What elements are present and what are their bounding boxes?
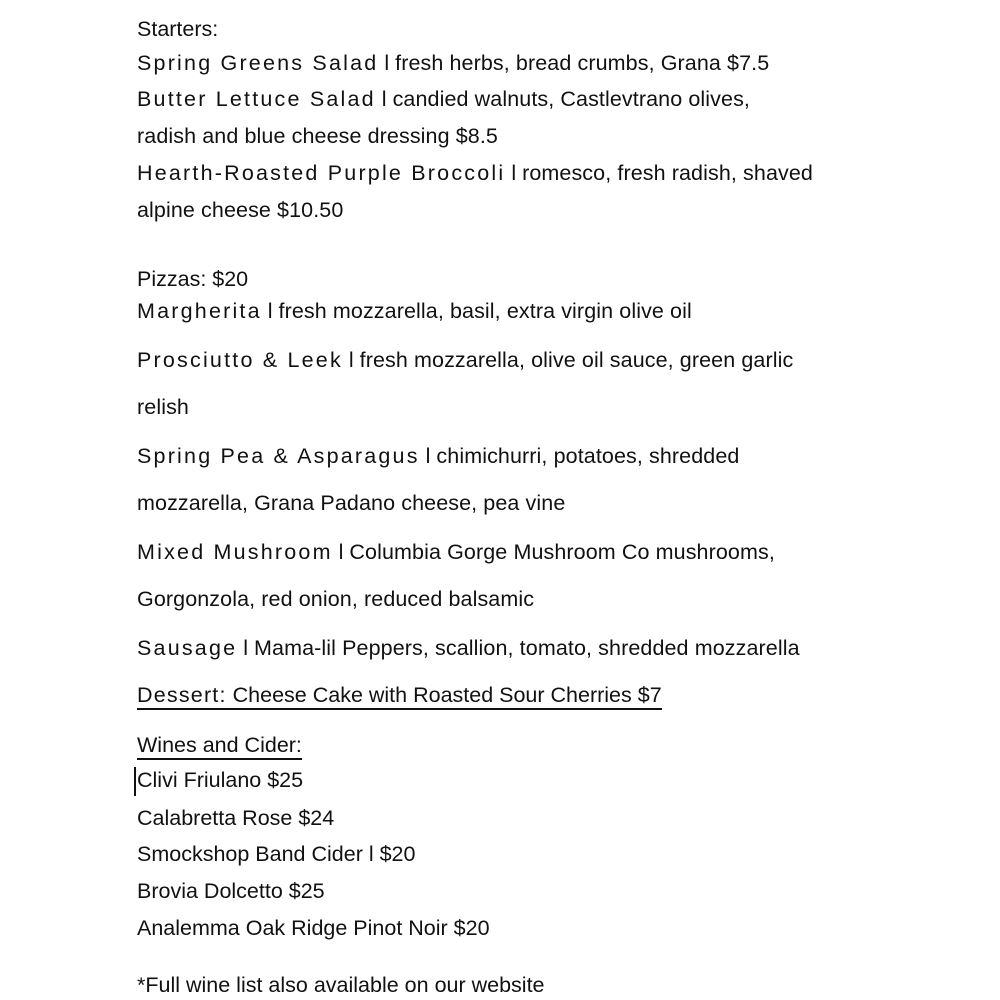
starters-heading: Starters: [137, 17, 219, 41]
wine-item-2: Calabretta Rose $24 [137, 806, 335, 830]
wine-item-1: Clivi Friulano $25 [137, 768, 304, 792]
item-name: Hearth-Roasted Purple Broccoli [137, 161, 506, 185]
item-description: romesco, fresh radish, shaved [522, 161, 813, 185]
wine-item-4: Brovia Dolcetto $25 [137, 879, 325, 903]
item-description-cont: Gorgonzola, red onion, reduced balsamic [137, 587, 535, 611]
pizza-item-3 [137, 443, 739, 469]
dessert-text: Cheese Cake with Roasted Sour Cherries $7 [226, 683, 662, 707]
starter-item-2 [137, 86, 750, 112]
text-cursor [134, 767, 136, 796]
pizza-item-2-cont [137, 394, 189, 420]
pizza-item-4-cont [137, 586, 534, 612]
item-description-cont: mozzarella, Grana Padano cheese, pea vine [137, 491, 566, 515]
item-separator: l [505, 161, 523, 185]
item-separator: l [419, 444, 437, 468]
item-separator: l [342, 348, 360, 372]
item-name: Sausage [137, 636, 238, 660]
pizza-item-3-cont [137, 490, 565, 516]
item-separator: l [375, 87, 393, 111]
dessert-underlined [137, 683, 662, 710]
wine-list-note: *Full wine list also available on our website [137, 973, 545, 997]
item-description-cont: radish and blue cheese dressing $8.5 [137, 124, 498, 148]
dessert-label: Dessert: [137, 683, 227, 707]
item-name: Prosciutto & Leek [137, 348, 343, 372]
item-separator: l [378, 51, 396, 75]
pizza-item-5 [137, 635, 800, 661]
item-description: candied walnuts, Castlevtrano olives, [392, 87, 751, 111]
item-description: fresh mozzarella, olive oil sauce, green garlic [359, 348, 794, 372]
item-name: Margherita [137, 299, 262, 323]
item-name: Spring Greens Salad [137, 51, 379, 75]
wines-heading-text: Wines and Cider: [137, 733, 302, 760]
pizza-item-2 [137, 347, 793, 373]
pizza-item-1 [137, 298, 692, 324]
item-name: Mixed Mushroom [137, 540, 333, 564]
item-name: Butter Lettuce Salad [137, 87, 376, 111]
item-description: chimichurri, potatoes, shredded [436, 444, 740, 468]
wine-item-5: Analemma Oak Ridge Pinot Noir $20 [137, 916, 490, 940]
item-description-cont: alpine cheese $10.50 [137, 198, 344, 222]
item-description: fresh herbs, bread crumbs, Grana $7.5 [395, 51, 770, 75]
item-description: fresh mozzarella, basil, extra virgin olive oil [278, 299, 692, 323]
pizzas-heading: Pizzas: $20 [137, 267, 249, 291]
starter-item-3 [137, 160, 813, 186]
dessert-line [137, 682, 662, 708]
wine-item-3: Smockshop Band Cider l $20 [137, 842, 416, 866]
wines-heading [137, 732, 302, 758]
item-description: Mama-lil Peppers, scallion, tomato, shredded mozzarella [254, 636, 800, 660]
starter-item-2-cont [137, 123, 498, 149]
item-separator: l [332, 540, 350, 564]
item-separator: l [237, 636, 255, 660]
item-description-cont: relish [137, 395, 189, 419]
starter-item-1 [137, 50, 769, 76]
item-name: Spring Pea & Asparagus [137, 444, 420, 468]
item-description: Columbia Gorge Mushroom Co mushrooms, [349, 540, 775, 564]
starter-item-3-cont [137, 197, 343, 223]
pizza-item-4 [137, 539, 775, 565]
item-separator: l [261, 299, 279, 323]
